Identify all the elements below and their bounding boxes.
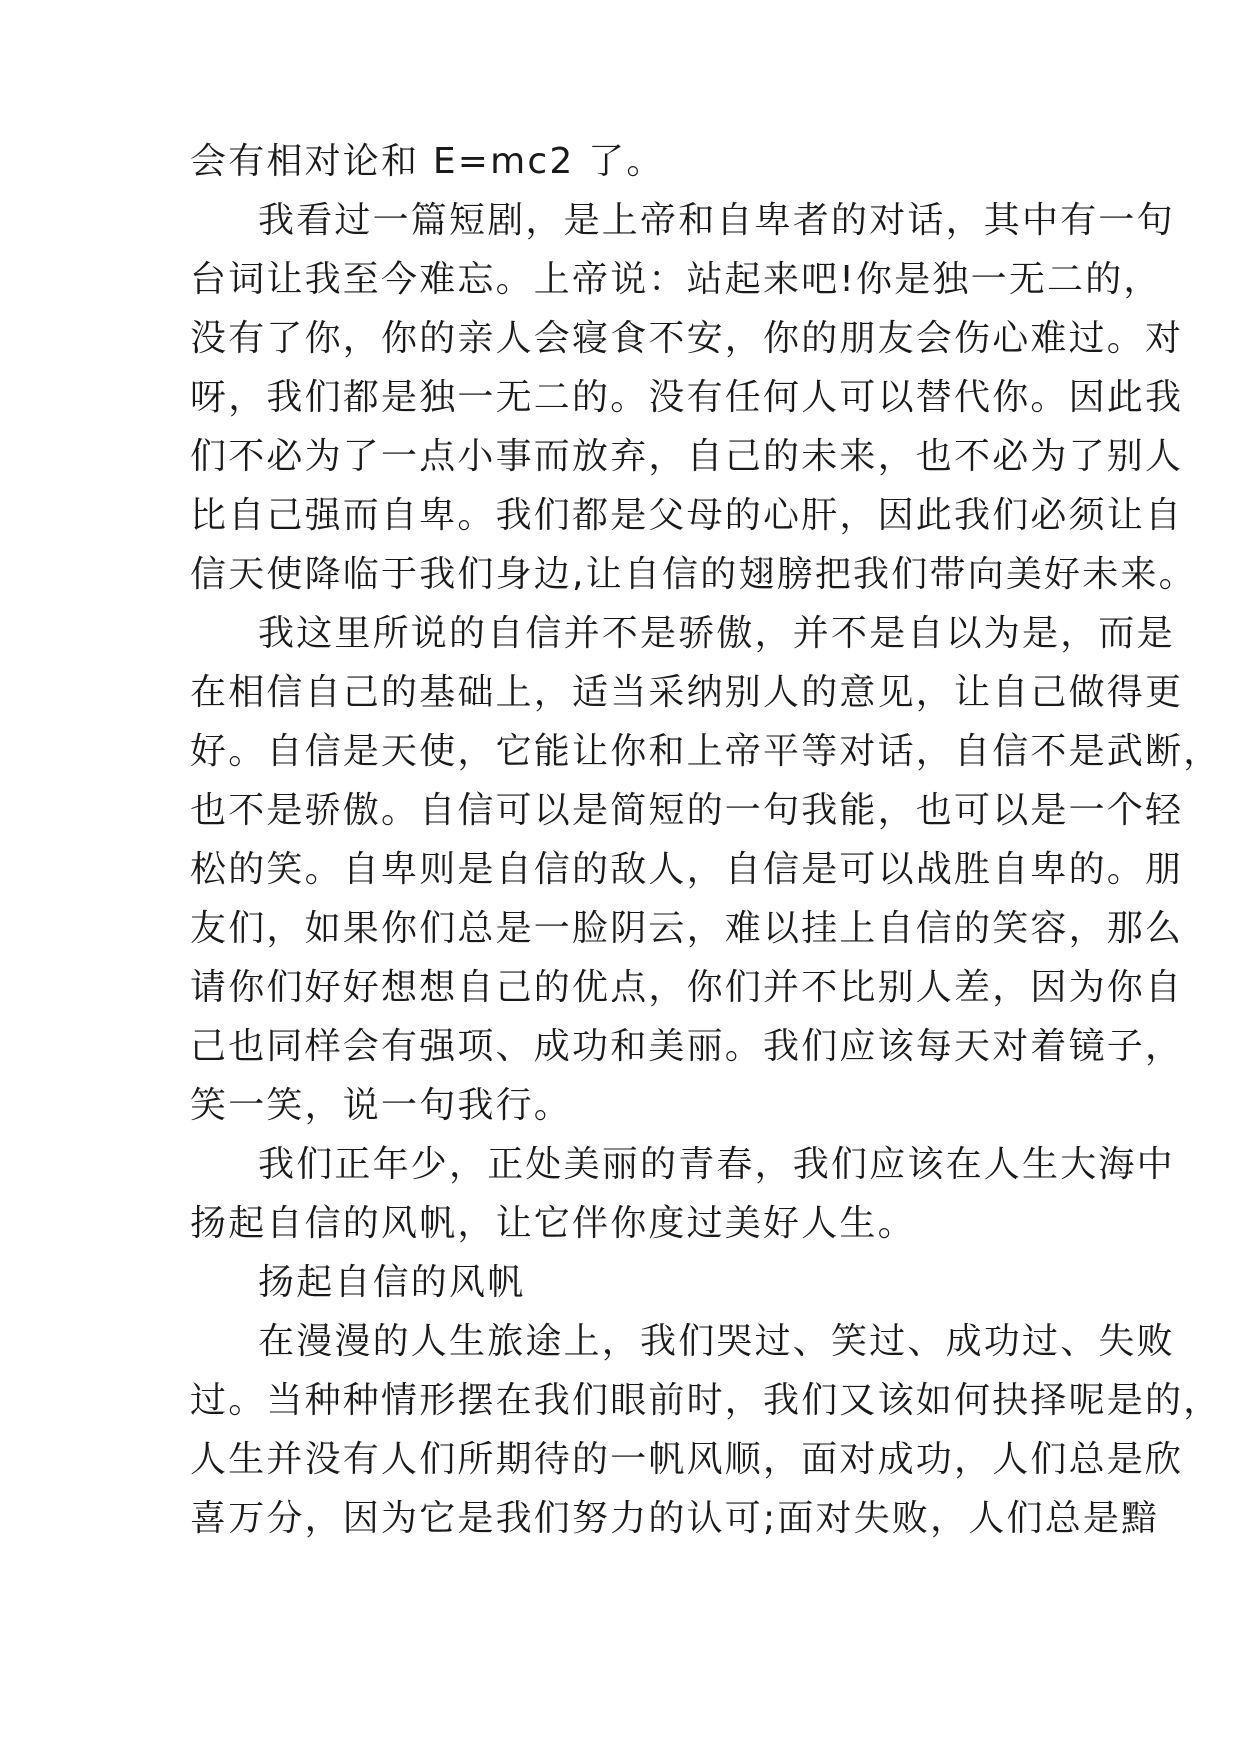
text-line-1: 会有相对论和 E=mc2 了。 xyxy=(190,141,665,182)
text-line: 己也同样会有强项、成功和美丽。我们应该每天对着镜子， xyxy=(190,1026,1184,1067)
text-line: 也不是骄傲。自信可以是简短的一句我能，也可以是一个轻 xyxy=(190,790,1184,831)
text-line: 友们，如果你们总是一脸阴云，难以挂上自信的笑容，那么 xyxy=(190,908,1184,949)
section-title: 扬起自信的风帆 xyxy=(258,1262,526,1303)
text-line: 喜万分，因为它是我们努力的认可;面对失败，人们总是黯 xyxy=(190,1498,1160,1539)
text-line: 们不必为了一点小事而放弃，自己的未来，也不必为了别人 xyxy=(190,436,1184,477)
paragraph-start-line: 我这里所说的自信并不是骄傲，并不是自以为是，而是 xyxy=(258,613,1175,654)
text-line: 没有了你，你的亲人会寝食不安，你的朋友会伤心难过。对 xyxy=(190,318,1184,359)
text-line: 在相信自己的基础上，适当采纳别人的意见，让自己做得更 xyxy=(190,672,1184,713)
text-line: 呀，我们都是独一无二的。没有任何人可以替代你。因此我 xyxy=(190,377,1184,418)
text-line: 人生并没有人们所期待的一帆风顺，面对成功，人们总是欣 xyxy=(190,1439,1184,1480)
text-line: 扬起自信的风帆，让它伴你度过美好人生。 xyxy=(190,1203,916,1244)
text-line: 过。当种种情形摆在我们眼前时，我们又该如何抉择呢是的， xyxy=(190,1380,1222,1421)
text-line: 请你们好好想想自己的优点，你们并不比别人差，因为你自 xyxy=(190,967,1184,1008)
paragraph-start-line: 我们正年少，正处美丽的青春，我们应该在人生大海中 xyxy=(258,1144,1175,1185)
text-line: 信天使降临于我们身边,让自信的翅膀把我们带向美好未来。 xyxy=(190,554,1197,595)
text-line: 好。自信是天使，它能让你和上帝平等对话，自信不是武断， xyxy=(190,731,1222,772)
paragraph-start-line: 在漫漫的人生旅途上，我们哭过、笑过、成功过、失败 xyxy=(258,1321,1175,1362)
text-line: 台词让我至今难忘。上帝说：站起来吧!你是独一无二的， xyxy=(190,259,1162,300)
text-line: 松的笑。自卑则是自信的敌人，自信是可以战胜自卑的。朋 xyxy=(190,849,1184,890)
paragraph-start-line: 我看过一篇短剧，是上帝和自卑者的对话，其中有一句 xyxy=(258,200,1175,241)
text-line: 比自己强而自卑。我们都是父母的心肝，因此我们必须让自 xyxy=(190,495,1184,536)
text-line: 笑一笑，说一句我行。 xyxy=(190,1085,573,1126)
